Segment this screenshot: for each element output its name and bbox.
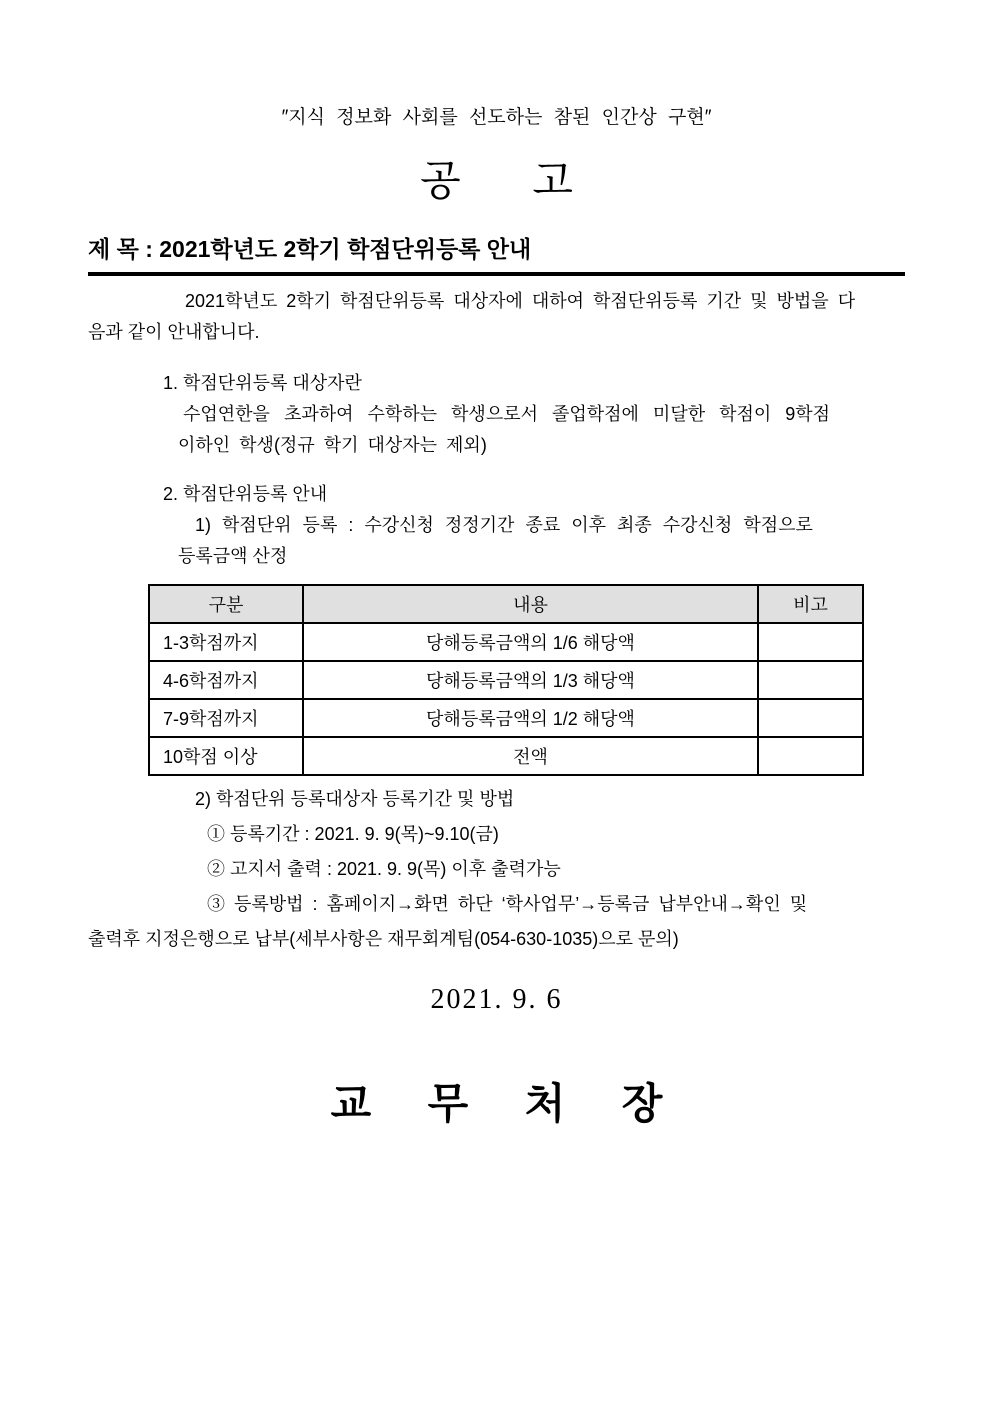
cell-category: 10학점 이상	[149, 737, 303, 775]
section1-line-2: 이하인 학생(정규 학기 대상자는 제외)	[178, 435, 487, 455]
section3-item-3-line-2: 출력후 지정은행으로 납부(세부사항은 재무회계팀(054-630-1035)으로 문의)	[88, 929, 679, 949]
title-underline	[88, 272, 905, 276]
table-row	[149, 699, 863, 737]
section3-item-3-line-1: ③ 등록방법 : 홈페이지→화면 하단 ‘학사업무’→등록금 납부안내→확인 및	[207, 894, 808, 914]
spacer	[88, 461, 905, 479]
table-row	[149, 623, 863, 661]
spacer	[88, 348, 905, 368]
notice-title: 공 고	[420, 157, 573, 204]
cell-note	[758, 623, 863, 661]
section1-line-1: 수업연한을 초과하여 수학하는 학생으로서 졸업학점에 미달한 학점이 9학점	[183, 404, 831, 424]
section3-heading: 2) 학점단위 등록대상자 등록기간 및 방법	[195, 789, 515, 809]
table-row	[149, 737, 863, 775]
section1-heading: 1. 학점단위등록 대상자란	[163, 373, 362, 393]
section3-item-1: ① 등록기간 : 2021. 9. 9(목)~9.10(금)	[207, 824, 499, 844]
credit-fee-table	[148, 584, 864, 776]
section2-item1-line-1: 1) 학점단위 등록 : 수강신청 정정기간 종료 이후 최종 수강신청 학점으로	[195, 515, 813, 535]
cell-content: 당해등록금액의 1/6 해당액	[303, 623, 758, 661]
cell-category: 4-6학점까지	[149, 661, 303, 699]
signature-dean-of-academic-affairs: 교 무 처 장	[330, 1082, 663, 1128]
intro-line-2: 음과 같이 안내합니다.	[88, 322, 260, 342]
cell-content: 전액	[303, 737, 758, 775]
notice-date: 2021. 9. 6	[430, 984, 563, 1015]
column-header-category: 구분	[149, 585, 303, 623]
cell-content: 당해등록금액의 1/2 해당액	[303, 699, 758, 737]
cell-category: 7-9학점까지	[149, 699, 303, 737]
intro-line-1: 2021학년도 2학기 학점단위등록 대상자에 대하여 학점단위등록 기간 및 방법을 다	[185, 291, 856, 311]
table-row	[149, 661, 863, 699]
cell-note	[758, 699, 863, 737]
cell-note	[758, 737, 863, 775]
motto-text: ″지식 정보화 사회를 선도하는 참된 인간상 구현″	[281, 107, 712, 128]
subject-line: 제 목 : 2021학년도 2학기 학점단위등록 안내	[88, 236, 532, 262]
column-header-content: 내용	[303, 585, 758, 623]
cell-content: 당해등록금액의 1/3 해당액	[303, 661, 758, 699]
cell-note	[758, 661, 863, 699]
column-header-note: 비고	[758, 585, 863, 623]
section3-item-2: ② 고지서 출력 : 2021. 9. 9(목) 이후 출력가능	[207, 859, 561, 879]
table-header-row	[149, 585, 863, 623]
section2-item1-line-2: 등록금액 산정	[178, 546, 288, 566]
section2-heading: 2. 학점단위등록 안내	[163, 484, 328, 504]
cell-category: 1-3학점까지	[149, 623, 303, 661]
